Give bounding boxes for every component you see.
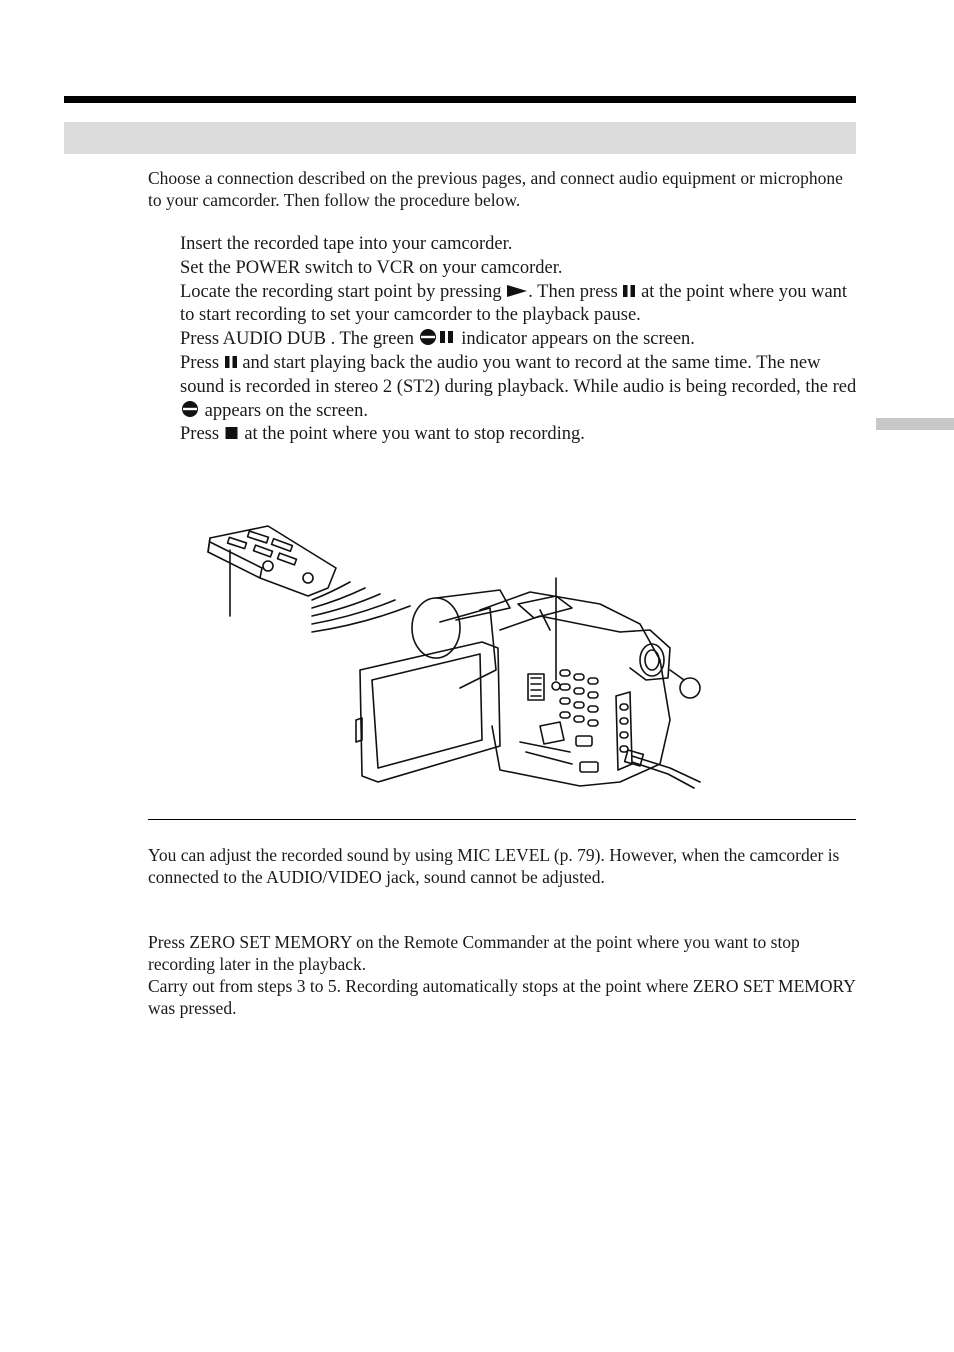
section-heading-band <box>64 122 856 154</box>
note-adjust-sound: You can adjust the recorded sound by using MIC LEVEL (p. 79). However, when the camcorder is connected to the AUDIO/VIDEO jack, sound cannot be adjusted. <box>148 845 840 887</box>
pause-icon <box>622 283 636 299</box>
step-4: Press AUDIO DUB . The green indicator appears on the screen. <box>180 329 695 350</box>
intro-paragraph: Choose a connection described on the previous pages, and connect audio equipment or microphone to your camcorder. Then follow the procedure below. <box>148 168 843 210</box>
top-rule <box>64 96 856 103</box>
step-2: Set the POWER switch to VCR on your camcorder. <box>180 257 563 278</box>
play-icon <box>506 283 528 299</box>
side-index-tab <box>876 418 954 430</box>
stop-icon <box>224 425 240 441</box>
step-1: Insert the recorded tape into your camcorder. <box>180 234 513 254</box>
note-zero-set-memory <box>148 931 858 1019</box>
audio-dub-icon <box>419 328 457 346</box>
procedure-steps <box>180 233 860 447</box>
step-5: Press and start playing back the audio you want to record at the same time. The new sound is recorded in stereo 2 (ST2) during playback. While audio is being recorded, the red appears on the screen. <box>180 352 857 421</box>
section-divider <box>148 819 856 820</box>
infrared-signal-waves <box>312 582 410 632</box>
camcorder <box>356 590 700 788</box>
audio-dub-button <box>552 682 560 690</box>
pause-icon <box>224 354 238 370</box>
camcorder-remote-illustration <box>200 520 720 795</box>
note-zero-set-line-1: Press ZERO SET MEMORY on the Remote Commander at the point where you want to stop recording later in the playback. <box>148 932 800 974</box>
step-3: Locate the recording start point by pressing . Then press at the point where you want to start recording to set your camcorder to the playback pause. <box>180 281 848 326</box>
note-zero-set-line-2: Carry out from steps 3 to 5. Recording automatically stops at the point where ZERO SET MEMORY was pressed. <box>148 976 856 1018</box>
step-6: Press at the point where you want to stop recording. <box>180 424 585 445</box>
record-indicator-icon <box>180 400 200 418</box>
remote-commander <box>208 526 336 596</box>
